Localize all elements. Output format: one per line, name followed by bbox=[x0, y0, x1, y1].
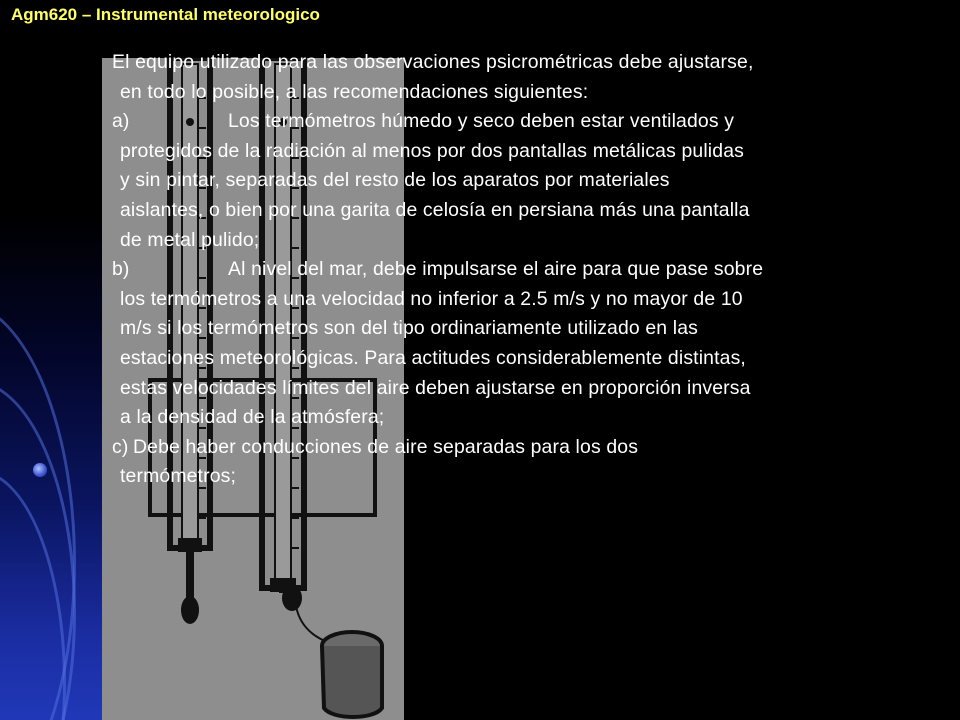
item-b-line-4: estaciones meteorológicas. Para actitudes considerablemente distintas, bbox=[120, 346, 746, 369]
item-b-line-2: los termómetros a una velocidad no inferior a 2.5 m/s y no mayor de 10 bbox=[120, 287, 743, 310]
item-a-line-1: a) Los termómetros húmedo y seco deben estar ventilados y bbox=[112, 107, 902, 137]
intro-line-1: El equipo utilizado para las observaciones psicrométricas debe ajustarse, bbox=[112, 51, 754, 73]
decorative-bullet-dot bbox=[33, 463, 47, 477]
decorative-side-strip bbox=[0, 0, 102, 720]
item-b-line-3: m/s si los termómetros son del tipo ordinariamente utilizado en las bbox=[120, 317, 699, 340]
item-b-line-1: b) Al nivel del mar, debe impulsarse el aire para que pase sobre bbox=[112, 255, 902, 285]
item-b-marker: b) bbox=[112, 258, 130, 281]
slide-header-title: Agm620 – Instrumental meteorologico bbox=[11, 5, 320, 24]
item-c-marker: c) bbox=[112, 435, 129, 458]
item-a-marker: a) bbox=[112, 110, 130, 133]
body-text bbox=[112, 48, 902, 492]
item-a-line-3: y sin pintar, separadas del resto de los aparatos por materiales bbox=[120, 169, 670, 192]
item-a-line-2: protegidos de la radiación al menos por dos pantallas metálicas pulidas bbox=[120, 139, 744, 162]
intro-line-2: en todo lo posible, a las recomendaciones siguientes: bbox=[120, 80, 589, 103]
item-c-line-1: c) Debe haber conducciones de aire separadas para los dos bbox=[112, 433, 902, 463]
item-b-line-5: estas velocidades límites del aire deben ajustarse en proporción inversa bbox=[120, 376, 751, 399]
item-a-line-5: de metal pulido; bbox=[120, 228, 260, 251]
item-b-line-6: a la densidad de la atmósfera; bbox=[120, 406, 385, 429]
item-c-line-2: termómetros; bbox=[120, 465, 237, 488]
item-a-line-4: aislantes, o bien por una garita de celosía en persiana más una pantalla bbox=[120, 198, 750, 221]
